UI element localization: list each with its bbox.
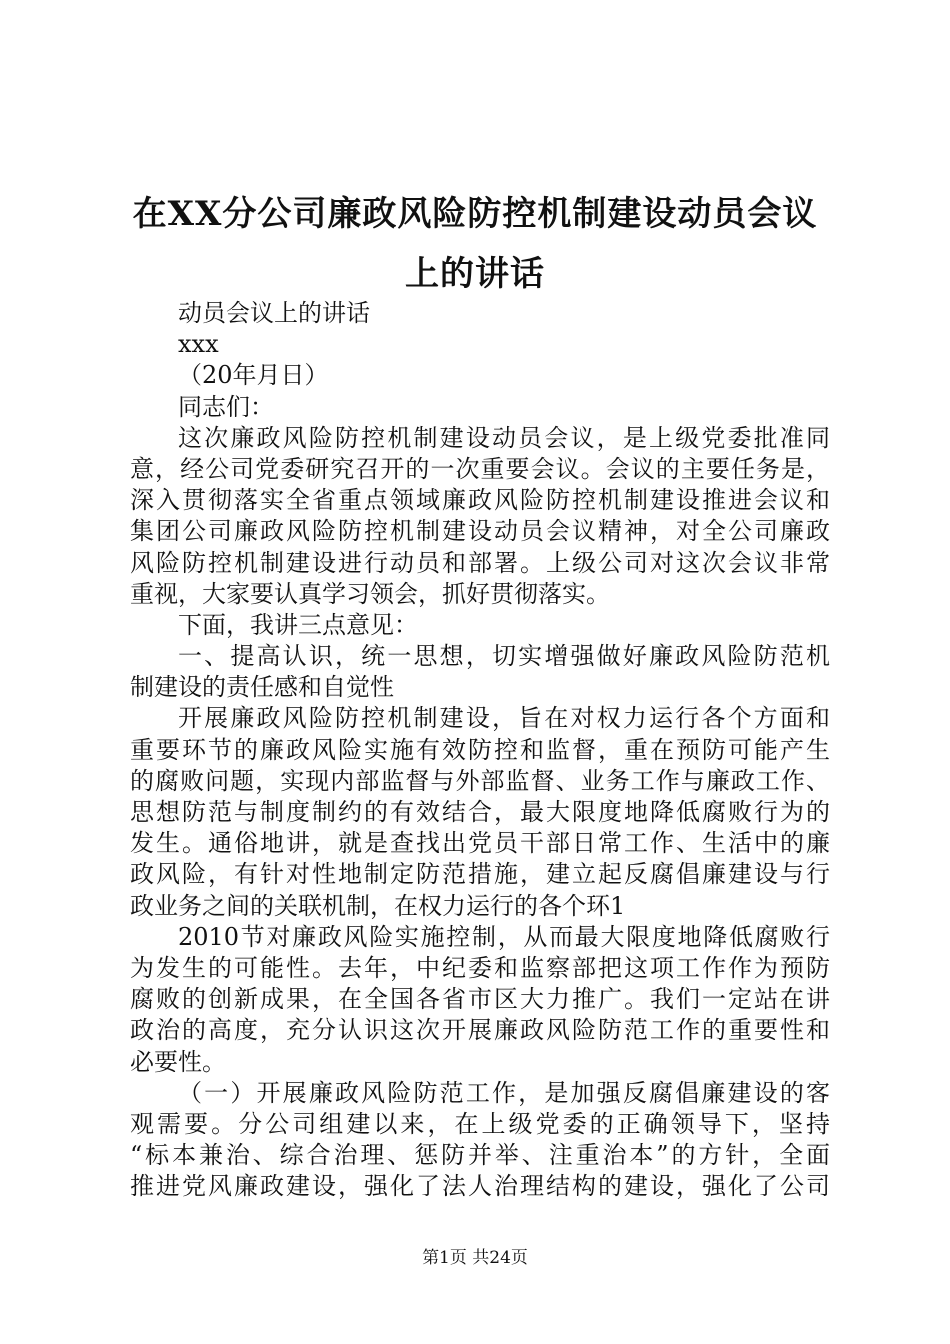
document-title-line-2: 上的讲话 xyxy=(405,254,545,294)
text-line: 为发生的可能性。去年，中纪委和监察部把这项工作作为预防 xyxy=(130,953,830,982)
text-line: 重视，大家要认真学习领会，抓好贯彻落实。 xyxy=(130,579,610,608)
text-line: （一）开展廉政风险防范工作，是加强反腐倡廉建设的客 xyxy=(178,1078,830,1107)
text-line: 重要环节的廉政风险实施有效防控和监督，重在预防可能产生 xyxy=(130,735,830,764)
text-line: 思想防范与制度制约的有效结合，最大限度地降低腐败行为的 xyxy=(130,798,830,826)
document-body xyxy=(130,298,830,1202)
text-line: 深入贯彻落实全省重点领域廉政风险防控机制建设推进会议和 xyxy=(130,486,830,515)
text-line: 必要性。 xyxy=(130,1047,226,1076)
text-line: 风险防控机制建设进行动员和部署。上级公司对这次会议非常 xyxy=(130,548,830,577)
text-line: 集团公司廉政风险防控机制建设动员会议精神，对全公司廉政 xyxy=(130,517,830,546)
text-line: 政业务之间的关联机制，在权力运行的各个环1 xyxy=(130,891,626,920)
text-line: 这次廉政风险防控机制建设动员会议，是上级党委批准同 xyxy=(178,423,830,452)
page-footer: 第1页 共24页 xyxy=(422,1248,528,1268)
text-line: 制建设的责任感和自觉性 xyxy=(130,673,394,702)
text-line: 推进党风廉政建设，强化了法人治理结构的建设，强化了公司 xyxy=(130,1172,830,1201)
text-line: 的腐败问题，实现内部监督与外部监督、业务工作与廉政工作、 xyxy=(130,766,830,795)
text-line: （20年月日） xyxy=(178,361,329,390)
text-line: 2010节对廉政风险实施控制，从而最大限度地降低腐败行 xyxy=(178,922,830,951)
text-line: 下面，我讲三点意见： xyxy=(178,610,418,639)
text-line: 动员会议上的讲话 xyxy=(178,299,370,327)
text-line: 意，经公司党委研究召开的一次重要会议。会议的主要任务是， xyxy=(130,454,830,483)
document-title-line-1: 在XX分公司廉政风险防控机制建设动员会议 xyxy=(132,194,818,234)
text-line: 开展廉政风险防控机制建设，旨在对权力运行各个方面和 xyxy=(178,704,830,733)
text-line: xxx xyxy=(178,330,219,359)
text-line: 政治的高度，充分认识这次开展廉政风险防范工作的重要性和 xyxy=(130,1016,830,1045)
text-line: 发生。通俗地讲，就是查找出党员干部日常工作、生活中的廉 xyxy=(130,829,830,858)
text-line: 政风险，有针对性地制定防范措施，建立起反腐倡廉建设与行 xyxy=(130,860,830,889)
text-line: “标本兼治、综合治理、惩防并举、注重治本”的方针，全面 xyxy=(130,1141,830,1170)
text-line: 腐败的创新成果，在全国各省市区大力推广。我们一定站在讲 xyxy=(130,985,830,1014)
text-line: 观需要。分公司组建以来，在上级党委的正确领导下，坚持 xyxy=(130,1109,830,1138)
text-line: 一、提高认识，统一思想，切实增强做好廉政风险防范机 xyxy=(178,642,830,671)
text-line: 同志们： xyxy=(178,392,274,421)
